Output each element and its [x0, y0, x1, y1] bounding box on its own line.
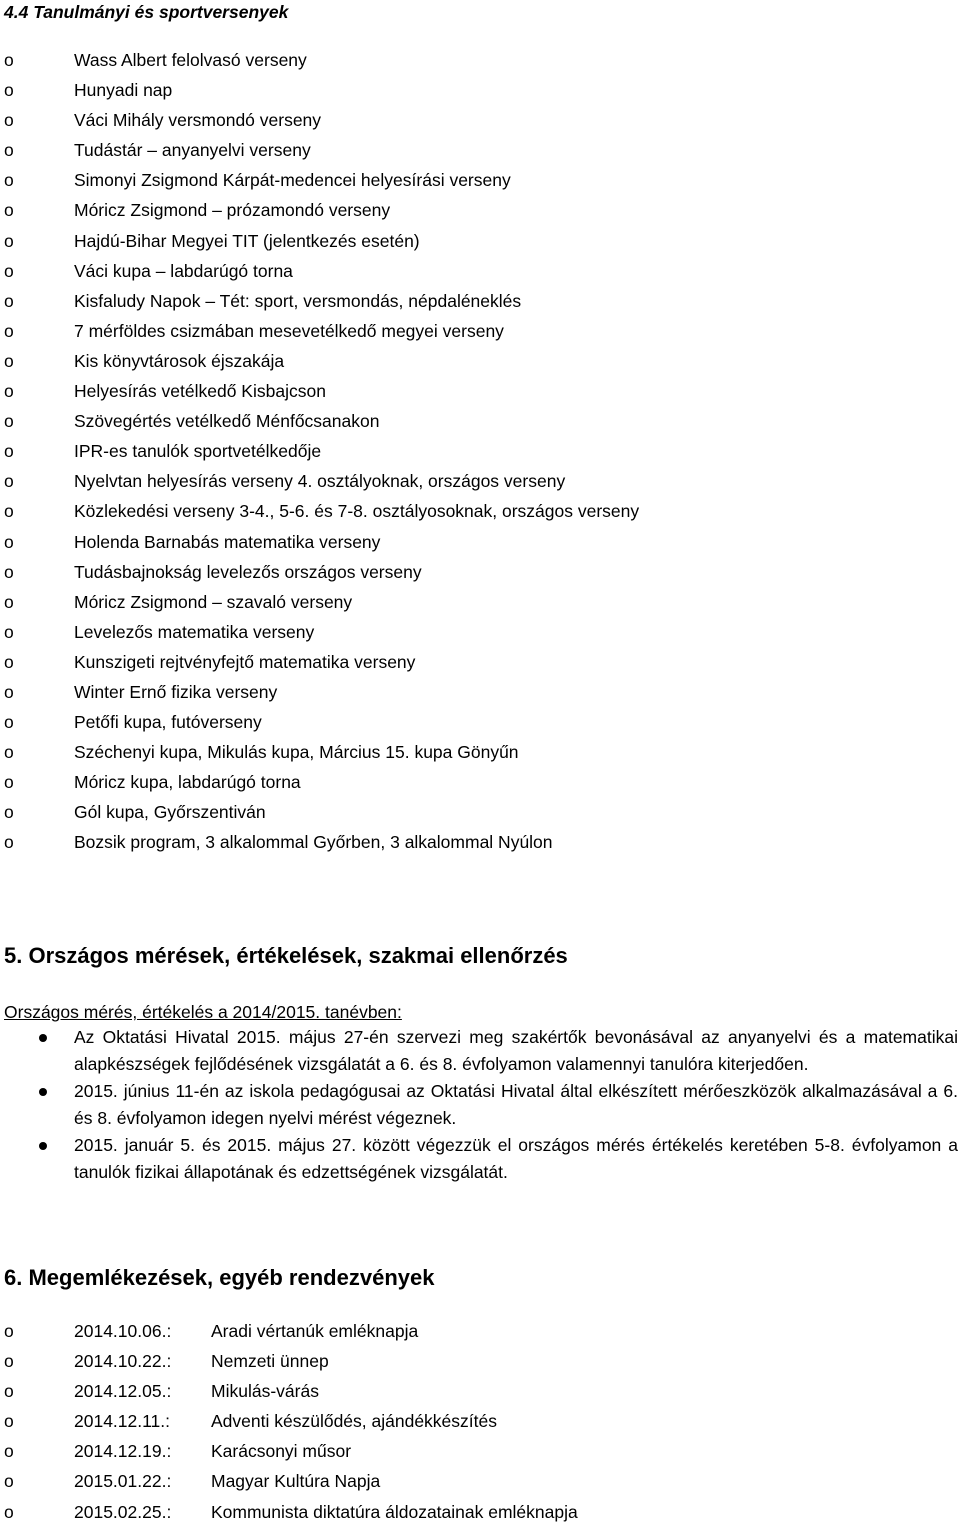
list-item: [0, 496, 960, 526]
list-item-text: 2015. június 11-én az iskola pedagógusai az Oktatási Hivatal által elkészített mérőeszközök alkalmazásával a 6. és 8. évfolyamon idegen nyelvi mérést végeznek.: [74, 1081, 958, 1128]
circle-bullet-icon: o: [4, 591, 14, 612]
list-item-text: Széchenyi kupa, Mikulás kupa, Március 15. kupa Gönyűn: [74, 742, 519, 763]
circle-bullet-icon: o: [4, 561, 14, 582]
list-item-text: Wass Albert felolvasó verseny: [74, 50, 307, 70]
list-item: [0, 346, 960, 376]
circle-bullet-icon: o: [4, 651, 14, 672]
list-item-text: Váci kupa – labdarúgó torna: [74, 260, 293, 281]
list-item: [0, 195, 960, 225]
section-5-subtitle: Országos mérés, értékelés a 2014/2015. tanévben:: [4, 1002, 402, 1022]
list-item: [0, 316, 960, 346]
circle-bullet-icon: o: [4, 1321, 14, 1341]
event-name: Magyar Kultúra Napja: [211, 1471, 381, 1492]
event-date: 2015.01.22.:: [74, 1471, 172, 1492]
list-item: [0, 1024, 960, 1077]
list-item: [0, 1078, 960, 1131]
circle-bullet-icon: o: [4, 1411, 14, 1432]
circle-bullet-icon: o: [4, 832, 14, 853]
event-date: 2014.12.05.:: [74, 1381, 172, 1402]
list-item-text: 7 mérföldes csizmában mesevetélkedő megyei verseny: [74, 320, 504, 341]
circle-bullet-icon: o: [4, 712, 14, 733]
list-item-text: Tudásbajnokság levelezős országos verseny: [74, 561, 422, 582]
list-item-text: Holenda Barnabás matematika verseny: [74, 531, 381, 552]
circle-bullet-icon: o: [4, 350, 14, 371]
circle-bullet-icon: o: [4, 742, 14, 763]
event-item: [0, 1346, 960, 1376]
event-item: [0, 1436, 960, 1466]
list-item-text: Hajdú-Bihar Megyei TIT (jelentkezés esetén): [74, 230, 420, 251]
list-item: [0, 617, 960, 647]
list-item: [0, 406, 960, 436]
circle-bullet-icon: o: [4, 320, 14, 341]
bullet-dot-icon: [39, 1088, 47, 1096]
event-date: 2015.02.25.:: [74, 1501, 172, 1522]
list-item-text: Váci Mihály versmondó verseny: [74, 110, 322, 131]
list-item: [0, 286, 960, 316]
circle-bullet-icon: o: [4, 1471, 14, 1492]
list-item-text: Bozsik program, 3 alkalommal Győrben, 3 alkalommal Nyúlon: [74, 832, 553, 853]
list-item-text: Levelezős matematika verseny: [74, 621, 315, 642]
circle-bullet-icon: o: [4, 441, 14, 462]
event-item: [0, 1316, 960, 1346]
circle-bullet-icon: o: [4, 531, 14, 552]
section-5-title: 5. Országos mérések, értékelések, szakmai ellenőrzés: [4, 943, 568, 968]
event-name: Kommunista diktatúra áldozatainak emléknapja: [211, 1501, 578, 1522]
section-4-4-title: 4.4 Tanulmányi és sportversenyek: [4, 2, 289, 22]
circle-bullet-icon: o: [4, 802, 14, 823]
list-item: [0, 135, 960, 165]
circle-bullet-icon: o: [4, 1501, 14, 1522]
list-item: [0, 45, 960, 75]
circle-bullet-icon: o: [4, 411, 14, 432]
list-item-text: Móricz Zsigmond – prózamondó verseny: [74, 200, 391, 221]
event-name: Adventi készülődés, ajándékkészítés: [211, 1411, 497, 1432]
event-name: Mikulás-várás: [211, 1381, 319, 1402]
section-6-title: 6. Megemlékezések, egyéb rendezvények: [4, 1265, 435, 1290]
event-date: 2014.12.19.:: [74, 1441, 172, 1462]
list-item: [0, 677, 960, 707]
event-name: Nemzeti ünnep: [211, 1351, 329, 1372]
list-item-text: IPR-es tanulók sportvetélkedője: [74, 441, 322, 462]
list-item-text: Móricz kupa, labdarúgó torna: [74, 772, 301, 793]
circle-bullet-icon: o: [4, 772, 14, 793]
list-item-text: Nyelvtan helyesírás verseny 4. osztályoknak, országos verseny: [74, 471, 566, 492]
list-item-text: Kunszigeti rejtvényfejtő matematika verseny: [74, 651, 416, 672]
circle-bullet-icon: o: [4, 170, 14, 191]
list-item-text: Tudástár – anyanyelvi verseny: [74, 140, 311, 161]
event-item: [0, 1406, 960, 1436]
list-item-text: Simonyi Zsigmond Kárpát-medencei helyesírási verseny: [74, 170, 511, 191]
list-item: [0, 767, 960, 797]
list-item: [0, 1132, 960, 1185]
circle-bullet-icon: o: [4, 501, 14, 522]
events-list: [0, 1316, 960, 1527]
list-item: [0, 165, 960, 195]
circle-bullet-icon: o: [4, 1441, 14, 1462]
competitions-list: [0, 45, 960, 858]
list-item: [0, 75, 960, 105]
list-item-text: Winter Ernő fizika verseny: [74, 681, 278, 702]
list-item: [0, 827, 960, 857]
list-item-text: 2015. január 5. és 2015. május 27. között végezzük el országos mérés értékelés keretében 5-8. évfolyamon a tanulók fizikai állapotának és edzettségének vizsgálatát.: [74, 1135, 958, 1182]
list-item-text: Az Oktatási Hivatal 2015. május 27-én szervezi meg szakértők bevonásával az anyanyelvi és a matematikai alapkészségek fejlődésének vizsgálatát a 6. és 8. évfolyamon valamennyi tanulóra kiterjedően.: [74, 1027, 958, 1074]
event-item: [0, 1466, 960, 1496]
list-item-text: Gól kupa, Győrszentiván: [74, 802, 266, 823]
list-item: [0, 707, 960, 737]
list-item-text: Szövegértés vetélkedő Ménfőcsanakon: [74, 411, 380, 432]
list-item: [0, 797, 960, 827]
list-item: [0, 105, 960, 135]
measurements-list: [0, 1024, 960, 1186]
circle-bullet-icon: o: [4, 471, 14, 492]
circle-bullet-icon: o: [4, 381, 14, 402]
list-item: [0, 256, 960, 286]
circle-bullet-icon: o: [4, 1381, 14, 1402]
list-item-text: Közlekedési verseny 3-4., 5-6. és 7-8. osztályosoknak, országos verseny: [74, 501, 640, 522]
list-item: [0, 647, 960, 677]
list-item: [0, 587, 960, 617]
circle-bullet-icon: o: [4, 200, 14, 221]
circle-bullet-icon: o: [4, 80, 14, 101]
list-item-text: Hunyadi nap: [74, 80, 173, 101]
bullet-dot-icon: [39, 1034, 47, 1042]
circle-bullet-icon: o: [4, 140, 14, 161]
event-name: Karácsonyi műsor: [211, 1441, 352, 1462]
circle-bullet-icon: o: [4, 681, 14, 702]
list-item-text: Petőfi kupa, futóverseny: [74, 712, 262, 733]
event-date: 2014.12.11.:: [74, 1411, 171, 1432]
bullet-dot-icon: [39, 1142, 47, 1150]
event-date: 2014.10.22.:: [74, 1351, 172, 1372]
event-item: [0, 1497, 960, 1527]
list-item: [0, 226, 960, 256]
circle-bullet-icon: o: [4, 110, 14, 131]
list-item: [0, 527, 960, 557]
circle-bullet-icon: o: [4, 1351, 14, 1372]
circle-bullet-icon: o: [4, 260, 14, 281]
list-item-text: Móricz Zsigmond – szavaló verseny: [74, 591, 353, 612]
list-item: [0, 466, 960, 496]
event-item: [0, 1376, 960, 1406]
list-item-text: Kisfaludy Napok – Tét: sport, versmondás, népdaléneklés: [74, 290, 522, 311]
list-item-text: Helyesírás vetélkedő Kisbajcson: [74, 381, 326, 402]
list-item: [0, 737, 960, 767]
list-item-text: Kis könyvtárosok éjszakája: [74, 350, 285, 371]
circle-bullet-icon: o: [4, 50, 14, 70]
list-item: [0, 376, 960, 406]
list-item: [0, 436, 960, 466]
event-name: Aradi vértanúk emléknapja: [211, 1321, 419, 1341]
circle-bullet-icon: o: [4, 621, 14, 642]
event-date: 2014.10.06.:: [74, 1321, 172, 1341]
circle-bullet-icon: o: [4, 230, 14, 251]
list-item: [0, 557, 960, 587]
circle-bullet-icon: o: [4, 290, 14, 311]
